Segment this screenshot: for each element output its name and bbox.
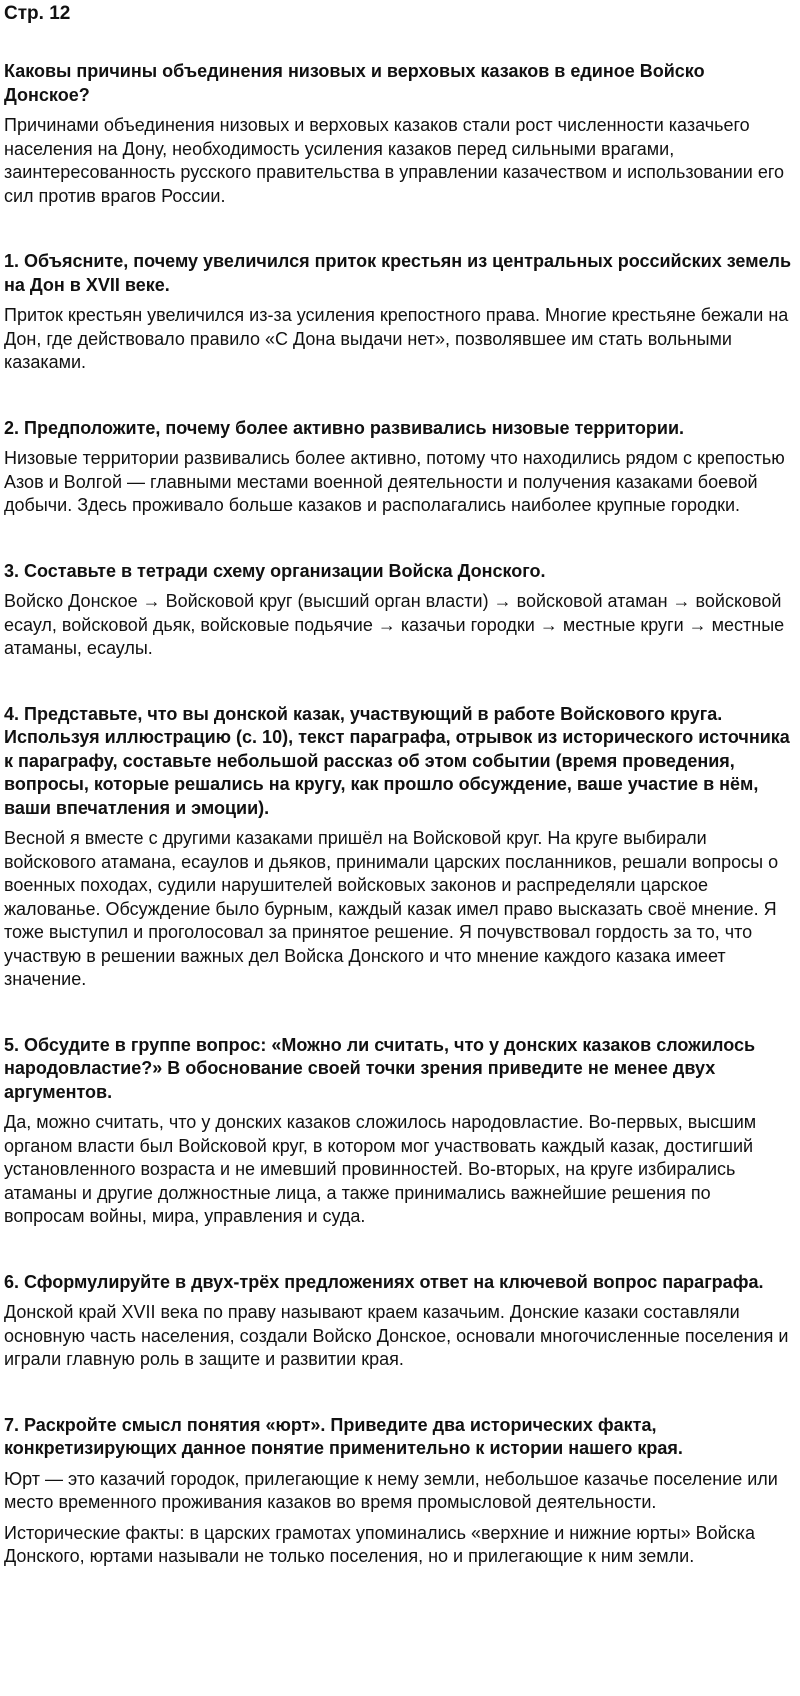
question-heading: 5. Обсудите в группе вопрос: «Можно ли считать, что у донских казаков сложилось народовластие?» В обоснование своей точки зрения приведите не менее двух аргументов. xyxy=(4,1034,756,1102)
answer-paragraph: Весной я вместе с другими казаками пришёл на Войсковой круг. На круге выбирали войскового атамана, есаулов и дьяков, принимали царских посланников, решали вопросы о военных походах, судили нарушителей войсковых законов и распределяли царское жалованье. Обсуждение было бурным, каждый казак имел право высказать своё мнение. Я тоже выступил и проголосовал за принятое решение. Я почувствовал гордость за то, что участвую в решении важных дел Войска Донского и что мнение каждого казака имеет значение. xyxy=(4,828,779,989)
answer-paragraph: Да, можно считать, что у донских казаков сложилось народовластие. Во-первых, высшим органом власти был Войсковой круг, в котором мог участвовать каждый казак, достигший установленного возраста и не имевший провинностей. Во-вторых, на круге избирались атаманы и другие должностные лица, а также принимались важнейшие решения по вопросам войны, мира, управления и суда. xyxy=(4,1112,757,1226)
question-heading: 6. Сформулируйте в двух-трёх предложениях ответ на ключевой вопрос параграфа. xyxy=(4,1271,764,1292)
question-heading: 1. Объясните, почему увеличился приток крестьян из центральных российских земель на Дон в XVII веке. xyxy=(4,251,792,295)
qa-block xyxy=(4,417,794,518)
question-heading: 7. Раскройте смысл понятия «юрт». Приведите два исторических факта, конкретизирующих данное понятие применительно к истории нашего края. xyxy=(4,1414,683,1458)
page-number: Стр. 12 xyxy=(4,3,71,24)
qa-list xyxy=(4,60,794,1569)
qa-block xyxy=(4,1034,794,1229)
answer-paragraph: Приток крестьян увеличился из-за усиления крепостного права. Многие крестьяне бежали на Дон, где действовало правило «С Дона выдачи нет», позволявшее им стать вольными казаками. xyxy=(4,305,789,372)
question-heading: 3. Составьте в тетради схему организации Войска Донского. xyxy=(4,560,546,581)
qa-block xyxy=(4,560,794,661)
answer-paragraph: Причинами объединения низовых и верховых казаков стали рост численности казачьего населения на Дону, необходимость усиления казаков перед сильными врагами, заинтересованность русского правительства в управлении казачеством и использовании его сил против врагов России. xyxy=(4,115,785,206)
qa-block xyxy=(4,1414,794,1569)
question-heading: 2. Предположите, почему более активно развивались низовые территории. xyxy=(4,417,685,438)
qa-block xyxy=(4,1271,794,1372)
qa-block xyxy=(4,250,794,375)
qa-block xyxy=(4,703,794,992)
question-heading: 4. Представьте, что вы донской казак, участвующий в работе Войскового круга. Используя иллюстрацию (с. 10), текст параграфа, отрывок из исторического источника к параграфу, составьте небольшой рассказ об этом событии (время проведения, вопросы, которые решались на кругу, как прошло обсуждение, ваше участие в нём, ваши впечатления и эмоции). xyxy=(4,703,790,818)
answer-paragraph: Исторические факты: в царских грамотах упоминались «верхние и нижние юрты» Войска Донского, юртами называли не только поселения, но и прилегающие к ним земли. xyxy=(4,1522,755,1566)
answer-paragraph: Юрт — это казачий городок, прилегающие к нему земли, небольшое казачье поселение или место временного проживания казаков во время промысловой деятельности. xyxy=(4,1468,778,1512)
question-heading: Каковы причины объединения низовых и верховых казаков в единое Войско Донское? xyxy=(4,61,705,105)
answer-paragraph: Войско Донское → Войсковой круг (высший орган власти) → войсковой атаман → войсковой есаул, войсковой дьяк, войсковые подьячие → казачьи городки → местные круги → местные атаманы, есаулы. xyxy=(4,591,785,658)
answer-paragraph: Донской край XVII века по праву называют краем казачьим. Донские казаки составляли основную часть населения, создали Войско Донское, основали многочисленные поселения и играли главную роль в защите и развитии края. xyxy=(4,1302,789,1369)
answer-paragraph: Низовые территории развивались более активно, потому что находились рядом с крепостью Азов и Волгой — главными местами военной деятельности и получения казаками боевой добычи. Здесь проживало больше казаков и располагались наиболее крупные городки. xyxy=(4,448,785,515)
qa-block xyxy=(4,60,794,208)
